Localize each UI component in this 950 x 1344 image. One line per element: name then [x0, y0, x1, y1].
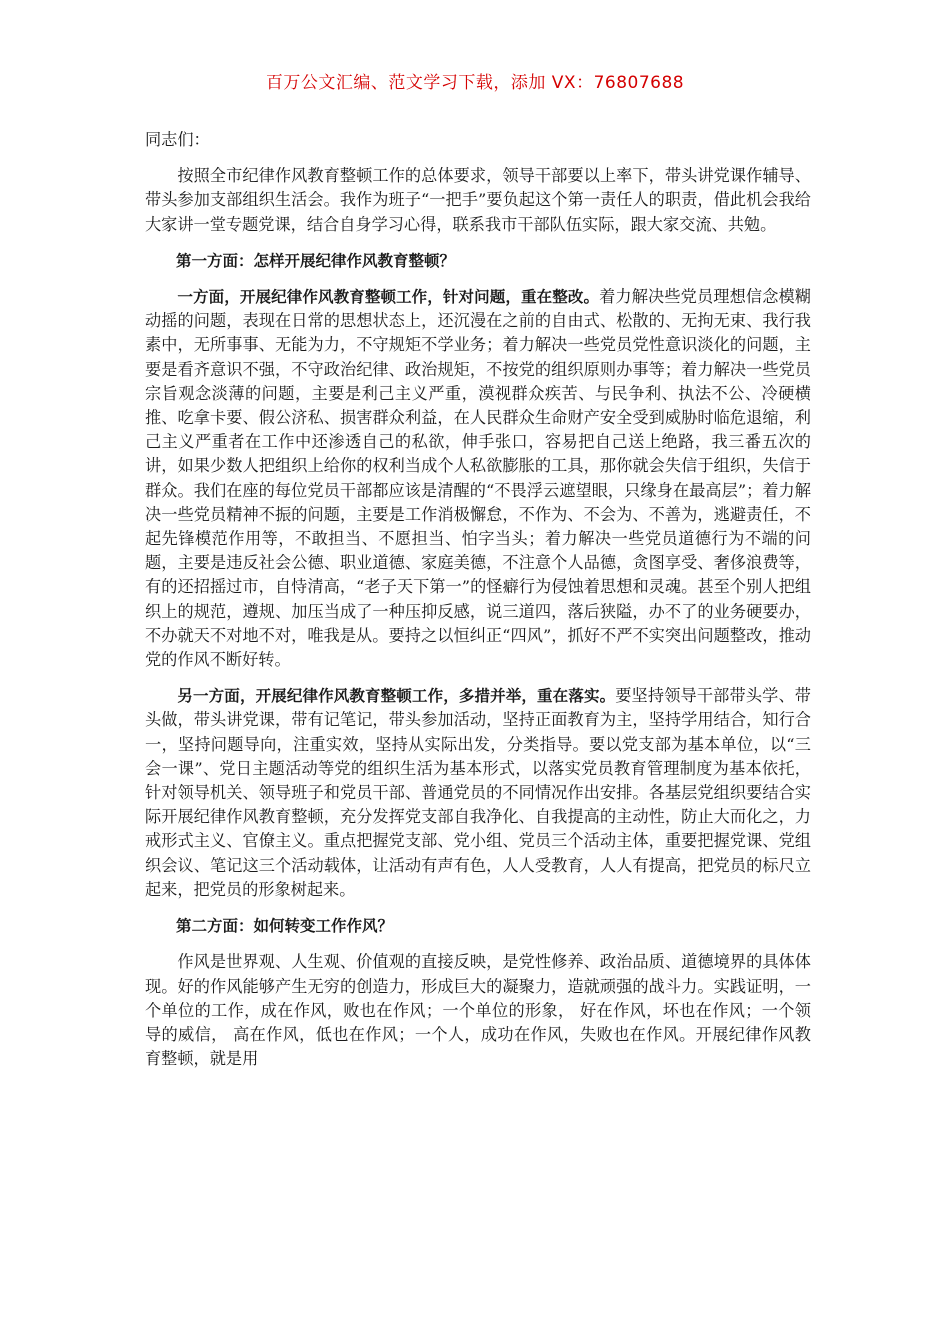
section-1-paragraph-1-lead: 一方面，开展纪律作风教育整顿工作，针对问题，重在整改。 — [177, 288, 600, 307]
greeting: 同志们： — [145, 130, 210, 149]
section-1-paragraph-2-body: 要坚持领导干部带头学、带头做，带头讲党课，带有记笔记，带头参加活动，坚持正面教育为主，坚持学用结合，知行合一，坚持问题导向，注重实效，坚持从实际出发，分类指导。要以党支部为基本单位，以“三会一课”、党日主题活动等党的组织生活为基本形式，以落实党员教育管理制度为基本依托，针对领导机关、领导班子和党员干部、普通党员的不同情况作出安排。各基层党组织要结合实际开展纪律作风教育整顿，充分发挥党支部自我净化、自我提高的主动性，防止大而化之，力戒形式主义、官僚主义。重点把握党支部、党小组、党员三个活动主体，重要把握党课、党组织会议、笔记这三个活动载体，让活动有声有色，人人受教育，人人有提高，把党员的标尺立起来，把党员的形象树起来。 — [145, 686, 811, 899]
section-1-paragraph-1 — [145, 285, 811, 672]
section-1-paragraph-1-body: 着力解决些党员理想信念模糊动摇的问题，表现在日常的思想状态上，还沉漫在之前的自由式、松散的、无拘无束、我行我素中，无所事事、无能为力，不守规矩不学业务；着力解决一些党员党性意识淡化的问题，主要是看齐意识不强，不守政治纪律、政治规矩，不按党的组织原则办事等；着力解决一些党员宗旨观念淡薄的问题，主要是利己主义严重，漠视群众疾苦、与民争利、执法不公、冷硬横推、吃拿卡要、假公济私、损害群众利益，在人民群众生命财产安全受到威胁时临危退缩，利己主义严重者在工作中还渗透自己的私欲，伸手张口，容易把自己送上绝路，我三番五次的讲，如果少数人把组织上给你的权利当成个人私欲膨胀的工具，那你就会失信于组织，失信于群众。我们在座的每位党员干部都应该是清醒的“不畏浮云遮望眼，只缘身在最高层”；着力解决一些党员精神不振的问题，主要是工作消极懈怠，不作为、不会为、不善为，逃避责任，不起先锋模范作用等，不敢担当、不愿担当、怕字当头；着力解决一些党员道德行为不端的问题，主要是违反社会公德、职业道德、家庭美德，不注意个人品德，贪图享受、奢侈浪费等，有的还招摇过市，自恃清高，“老子天下第一”的怪癖行为侵蚀着思想和灵魂。甚至个别人把组织上的规范，遵规、加压当成了一种压抑反感，说三道四，落后狭隘，办不了的业务硬要办，不办就天不对地不对，唯我是从。要持之以恒纠正“四风”，抓好不严不实突出问题整改，推动党的作风不断好转。 — [145, 287, 811, 670]
header-banner: 百万公文汇编、范文学习下载，添加 VX：76807688 — [265, 73, 685, 93]
section-1-heading: 第一方面：怎样开展纪律作风教育整顿？ — [176, 251, 456, 270]
section-2-heading: 第二方面：如何转变工作作风？ — [176, 917, 394, 936]
section-2-paragraph-1: 作风是世界观、人生观、价值观的直接反映，是党性修养、政治品质、道德境界的具体体现。好的作风能够产生无穷的创造力，形成巨大的凝聚力，造就顽强的战斗力。实践证明，一个单位的工作，成在作风，败也在作风；一个单位的形象， 好在作风，坏也在作风；一个领导的威信， 高在作风，低也在作风；一个人，成功在作风，失败也在作风。开展纪律作风教育整顿，就是用 — [145, 952, 811, 1069]
intro-paragraph: 按照全市纪律作风教育整顿工作的总体要求，领导干部要以上率下，带头讲党课作辅导、带头参加支部组织生活会。我作为班子“一把手”要负起这个第一责任人的职责，借此机会我给大家讲一堂专题党课，结合自身学习心得，联系我市干部队伍实际，跟大家交流、共勉。 — [145, 166, 811, 234]
section-1-paragraph-2 — [145, 684, 811, 902]
document-body — [145, 128, 811, 1083]
section-1-paragraph-2-lead: 另一方面，开展纪律作风教育整顿工作，多措并举，重在落实。 — [177, 687, 616, 706]
